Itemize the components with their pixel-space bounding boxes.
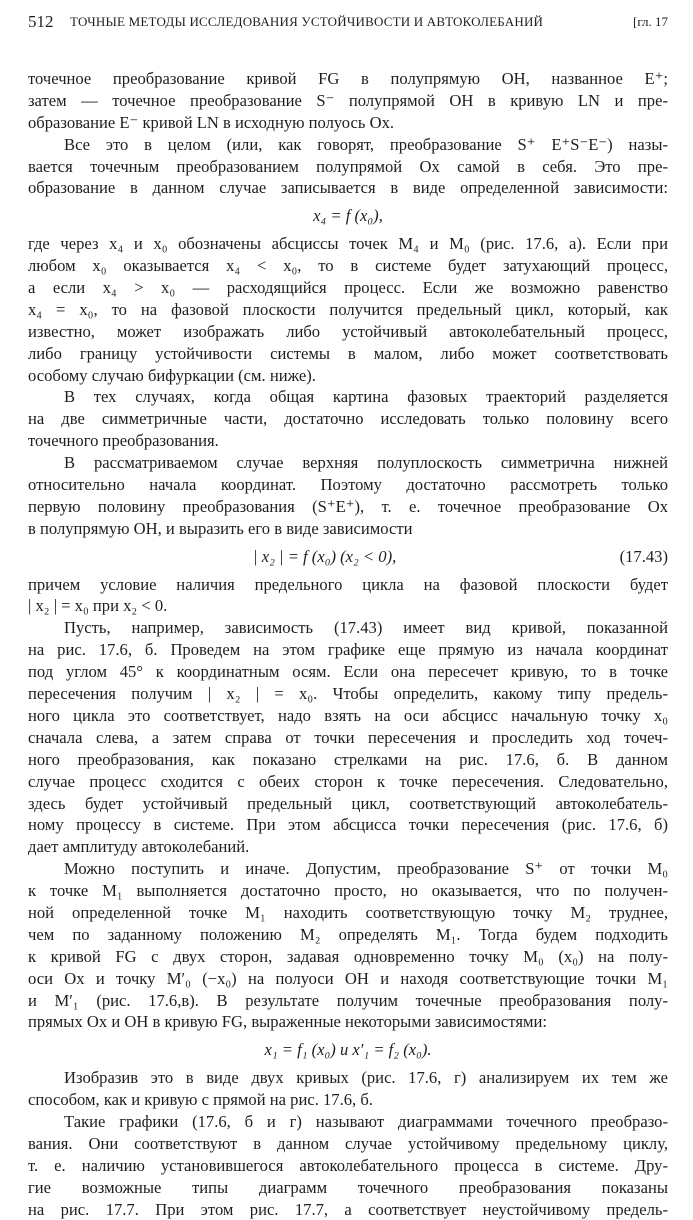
equation: x₄ = f (x₀), bbox=[313, 206, 383, 226]
text-line: Все это в целом (или, как говорят, преобразование S⁺ E⁺S⁻E⁻) назы- bbox=[64, 134, 668, 154]
equation-row bbox=[28, 546, 668, 568]
text-line: точечного преобразования. bbox=[28, 431, 219, 451]
text-line: образование E⁻ кривой LN в исходную полуось Ox. bbox=[28, 112, 395, 132]
text-line: точечное преобразование кривой FG в полупрямую OH, названное E⁺; bbox=[28, 69, 668, 88]
text-line: вания. Они соответствуют в данном случае устойчивому предельному циклу, bbox=[28, 1133, 668, 1153]
text-line: здесь будет устойчивый предельный цикл, соответствующий автоколебатель- bbox=[28, 793, 668, 813]
text-line: известно, может изображать либо устойчивый автоколебательный процесс, bbox=[28, 321, 668, 341]
equation: | x₂ | = f (x₀) (x₂ < 0), bbox=[253, 546, 397, 566]
text-line: ного преобразования, как показано стрелками на рис. 17.6, б. В данном bbox=[28, 749, 668, 769]
page-header bbox=[28, 8, 668, 34]
running-title: ТОЧНЫЕ МЕТОДЫ ИССЛЕДОВАНИЯ УСТОЙЧИВОСТИ И АВТОКОЛЕБАНИЙ bbox=[70, 14, 544, 29]
equation: x₁ = f₁ (x₀) и x′₁ = f₂ (x₀). bbox=[264, 1040, 432, 1060]
text-line: на рис. 17.7. При этом рис. 17.7, а соответствует неустойчивому предель- bbox=[28, 1199, 668, 1219]
text-line: особому случаю бифуркации (см. ниже). bbox=[28, 365, 316, 385]
text-line: вается точечным преобразованием полупрямой Ox самой в себя. Это пре- bbox=[28, 156, 668, 176]
text-line: либо границу устойчивости системы в малом, либо может соответствовать bbox=[28, 343, 668, 363]
text-line: в полупрямую OH, и выразить его в виде зависимости bbox=[28, 518, 413, 538]
text-line: ного цикла это соответствует, надо взять на оси абсцисс начальную точку x₀ bbox=[28, 705, 668, 725]
text-line: оси Ox и точку M′₀ (−x₀) на полуоси OH и находя соответствующие точки M₁ bbox=[28, 968, 668, 988]
text-line: сначала слева, а затем справа от точки пересечения и проследить ход точеч- bbox=[28, 727, 668, 747]
text-line: к точке M₁ выполняется достаточно просто, но оказывается, что по получен- bbox=[28, 881, 668, 901]
text-line: и M′₁ (рис. 17.6,в). В результате получим точечные преобразования полу- bbox=[28, 990, 668, 1010]
text-line: любом x₀ оказывается x₄ < x₀, то в системе будет затухающий процесс, bbox=[28, 256, 668, 276]
text-line: В тех случаях, когда общая картина фазовых траекторий разделяется bbox=[64, 387, 668, 407]
text-line: Изобразив это в виде двух кривых (рис. 17.6, г) анализируем их тем же bbox=[64, 1068, 668, 1088]
text-line: дает амплитуду автоколебаний. bbox=[28, 837, 250, 857]
text-line: Можно поступить и иначе. Допустим, преобразование S⁺ от точки M₀ bbox=[64, 859, 668, 879]
text-line: к кривой FG с двух сторон, задавая одновременно точку M₀ (x₀) на полу- bbox=[28, 946, 668, 966]
text-line: первую половину преобразования (S⁺E⁺), т. е. точечное преобразование Ox bbox=[28, 496, 668, 516]
text-line: где через x₄ и x₀ обозначены абсциссы точек M₄ и M₀ (рис. 17.6, а). Если при bbox=[28, 234, 668, 254]
text-line: ному процессу в системе. При этом абсцисса точки пересечения (рис. 17.6, б) bbox=[28, 815, 668, 835]
page-body bbox=[28, 68, 668, 1220]
text-line: т. е. наличию установившегося автоколебательного процесса в системе. Дру- bbox=[28, 1155, 668, 1175]
text-line: на две симметричные части, достаточно исследовать только половину всего bbox=[28, 409, 668, 429]
text-line: относительно начала координат. Поэтому достаточно рассмотреть только bbox=[28, 475, 668, 495]
text-line: случае процесс сходится с обеих сторон к точке пересечения. Следовательно, bbox=[28, 771, 668, 791]
text-line: способом, как и кривую с прямой на рис. 17.6, б. bbox=[28, 1090, 373, 1110]
text-line: В рассматриваемом случае верхняя полуплоскость симметрична нижней bbox=[64, 453, 668, 473]
equation-number: (17.43) bbox=[619, 546, 668, 566]
text-line: а если x₄ > x₀ — расходящийся процесс. Если же возможно равенство bbox=[28, 278, 668, 298]
text-line: затем — точечное преобразование S⁻ полупрямой OH в кривую LN и пре- bbox=[28, 90, 668, 110]
text-line: | x₂ | = x₀ при x₂ < 0. bbox=[28, 596, 168, 616]
text-line: образование в данном случае записывается в виде определенной зависимости: bbox=[28, 178, 668, 198]
text-line: причем условие наличия предельного цикла на фазовой плоскости будет bbox=[28, 574, 668, 594]
text-line: чем по заданному положению M₂ определять M₁. Тогда будем подходить bbox=[28, 924, 668, 944]
text-line: прямых Ox и OH в кривую FG, выраженные некоторыми зависимостями: bbox=[28, 1012, 547, 1032]
text-line: Такие графики (17.6, б и г) называют диаграммами точечного преобразо- bbox=[64, 1111, 668, 1131]
text-line: на рис. 17.6, б. Проведем на этом графике еще прямую из начала координат bbox=[28, 640, 668, 660]
text-line: гие возможные типы диаграмм точечного преобразования показаны bbox=[28, 1177, 668, 1197]
page-number: 512 bbox=[28, 12, 54, 31]
text-line: под углом 45° к координатным осям. Если она пересечет кривую, то в точке bbox=[28, 662, 668, 682]
text-line: Пусть, например, зависимость (17.43) имеет вид кривой, показанной bbox=[64, 618, 668, 638]
text-line: пересечения получим | x₂ | = x₀. Чтобы определить, какому типу предель- bbox=[28, 684, 668, 704]
text-line: ной определенной точке M₁ находить соответствующую точку M₂ труднее, bbox=[28, 902, 668, 922]
book-page bbox=[28, 8, 668, 1220]
text-line: x₄ = x₀, то на фазовой плоскости получится предельный цикл, который, как bbox=[28, 299, 668, 319]
chapter-ref: [гл. 17 bbox=[633, 14, 668, 29]
